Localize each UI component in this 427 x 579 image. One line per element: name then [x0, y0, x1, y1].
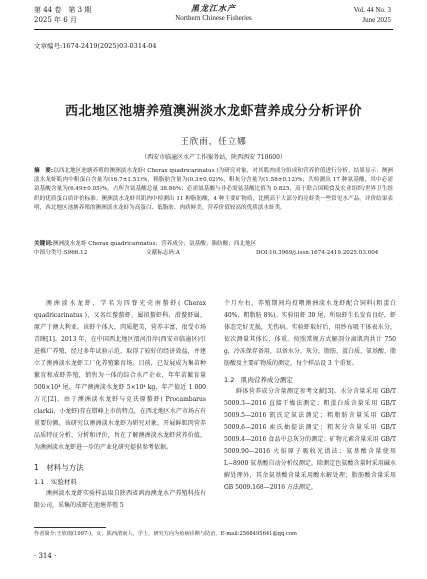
article-number: 文章编号:1674-2419(2025)03-0314-04	[34, 42, 157, 50]
journal-name-cn: 黑龙江水产	[191, 3, 236, 13]
author-footnote: 作者简介:王欣雨(1997-)，女，陕西渭南人，学士，研究方向为鱼病诊断与防治。E-mail:2568495641@qq.com	[34, 531, 297, 537]
header-rule	[34, 29, 393, 30]
authors: 王欣雨，任立娜	[180, 137, 247, 147]
footnote-rule	[34, 527, 106, 528]
keywords-text: 澳洲淡水龙虾 Cherax quadricarinatus；营养成分；氨基酸；脂肪酸；西北地区	[52, 241, 257, 247]
abstract-label: 摘 要:	[34, 168, 54, 174]
abstract	[34, 167, 393, 213]
classification-codes	[34, 249, 393, 258]
materials-continued-paragraph: 个月左右，养殖期间均投喂澳洲淡水龙虾配合饲料(粗蛋白 40%，粗脂肪 8%)。实验用虾 30 尾，所取虾生长发育良好，虾体态完好无损，无伤病。实验虾取好后，用纱布吸干体表水分，依次测量其体长、体重。按照常规方式解剖分离肌肉共计 750 g，冷冻保存备用，以备水分、灰分、脂肪、蛋白质、氨基酸、脂肪酸及主要矿物质的测定，每个样品设 3 个重复。	[224, 300, 396, 367]
keywords	[34, 240, 393, 249]
volume-issue-en: Vol. 44 No. 3	[353, 6, 391, 14]
paper-title: 西北地区池塘养殖澳洲淡水龙虾营养成分分析评价	[64, 104, 362, 119]
subsection-heading-materials: 1.1 实验材料	[34, 478, 77, 486]
intro-paragraph: 澳洲淡水龙虾，学名为四脊光壳南螯虾( Cherax quadricarinatus )，又名红螯螯虾，属拟螯虾科，滑螯虾属，原产于澳大利亚。该虾个体大，肉质肥美，营养丰富，很受市场青睐[1]。2013 年，在中国西北地区渭河沿岸(西安市临潼区)引进推广养殖，经过多年试验示范，取得了较好的经济效益，并建立了澳洲淡水龙虾工厂化养殖繁育场。目前，已发展成为集苗种繁育和成虾养殖，销售为一体的综合水产企业，年年苗繁育量 500×10⁴ 尾，年产澳洲淡水龙虾 5×10⁴ kg，年产值近 1 000 万元[2]。由于澳洲淡水龙虾与克氏原螯虾( Procambarus clarkii，小龙虾)存在错峰上市的特点，在西北地区水产市场占有重要份额。该研究以澳洲淡水龙虾为研究对象，开展鲜肌肉营养品质特征分析、分析和评价，旨在了解澳洲淡水龙虾营养价值，为澳洲淡水龙虾进一步的产业化研究提供参考依据。	[34, 300, 206, 451]
abstract-text: 以西北地区池塘养殖的澳洲淡水龙虾( Cherax quadricarinatus )为研究对象，对其肌肉成分组成和营养价值进行分析。结果显示：澳洲淡水龙虾肌肉中粗蛋白含量为(16.7±1.51)%，粗脂肪含量为(0.3±0.02)%，粗灰分含量为(1.58±0.12)%；共检测出 17 种氨基酸，其中必需氨基酸含量为(6.49±0.05)%，占所含氨基酸总量 38.86%；必需氨基酸与非必需氨基酸比值为 0.825，高于联合国粮食及农业组织/世界卫生组织的优质蛋白质评价标准。澳洲淡水龙虾其肌肉中检测出 11 种脂肪酸，4 种主要矿物质，比例高于大部分的亮虾类一些常见水产品。评价结果表明，西北地区池塘养殖的澳洲淡水龙虾为高蛋白、低脂肪、肉质鲜美，营养价值较高的优质淡水虾类。	[34, 168, 393, 211]
page-number: · 314 ·	[34, 552, 57, 560]
header-right	[354, 5, 391, 25]
publication-date: 2025 年 6 月	[34, 16, 77, 24]
publication-date-en: June 2025	[362, 16, 391, 24]
methods-paragraph: 鲜体营养成分含量测定参考文献[3]。水分含量采用 GB/T 5009.3—2016 直接干燥法测定；粗蛋白质含量采用 GB/T 5009.5—2016 凯氏定氮法测定；粗脂肪含量采用 GB/T 5009.6—2016 索氏抽提法测定；粗灰分含量采用 GB/T 5009.4—2016 食品中总灰分的测定；矿物元素含量采用 GB/T 5009.90—2016 火焰原子吸收光谱法；氨基酸含量使用 L−8900 氨基酸自动分析仪测定，除测定色氨酸含量时采用碱水解处理外，其余氨基酸含量采用酸水解处理；脂肪酸含量采用 GB 5009.168—2016 方法测定。	[224, 388, 396, 491]
left-column	[34, 298, 206, 512]
materials-paragraph: 澳洲淡水龙虾实验样品取自陕西省鸿海澳龙水产养殖科技有限公司，采集的成虾在池塘养殖 5	[34, 490, 206, 509]
document-code: 文献标志码:A	[146, 250, 180, 256]
section-heading-materials-methods: 1 材料与方法	[34, 463, 84, 472]
right-column	[224, 298, 396, 494]
affiliation: （西安市临潼区水产工作服务站，陕西西安 710600）	[141, 154, 286, 161]
clc-number: 中图分类号:S966.12	[34, 250, 88, 256]
subsection-heading-nutrient-measurement: 1.2 肌肉营养成分测定	[224, 376, 293, 384]
keywords-label: 关键词:	[34, 241, 53, 247]
journal-name-en: Northern Chinese Fisheries	[175, 14, 252, 22]
doi: DOI:10.3969/j.issn.1674-2419.2025.03.004	[256, 250, 379, 256]
volume-issue: 第 44 卷 第 3 期	[34, 6, 92, 14]
